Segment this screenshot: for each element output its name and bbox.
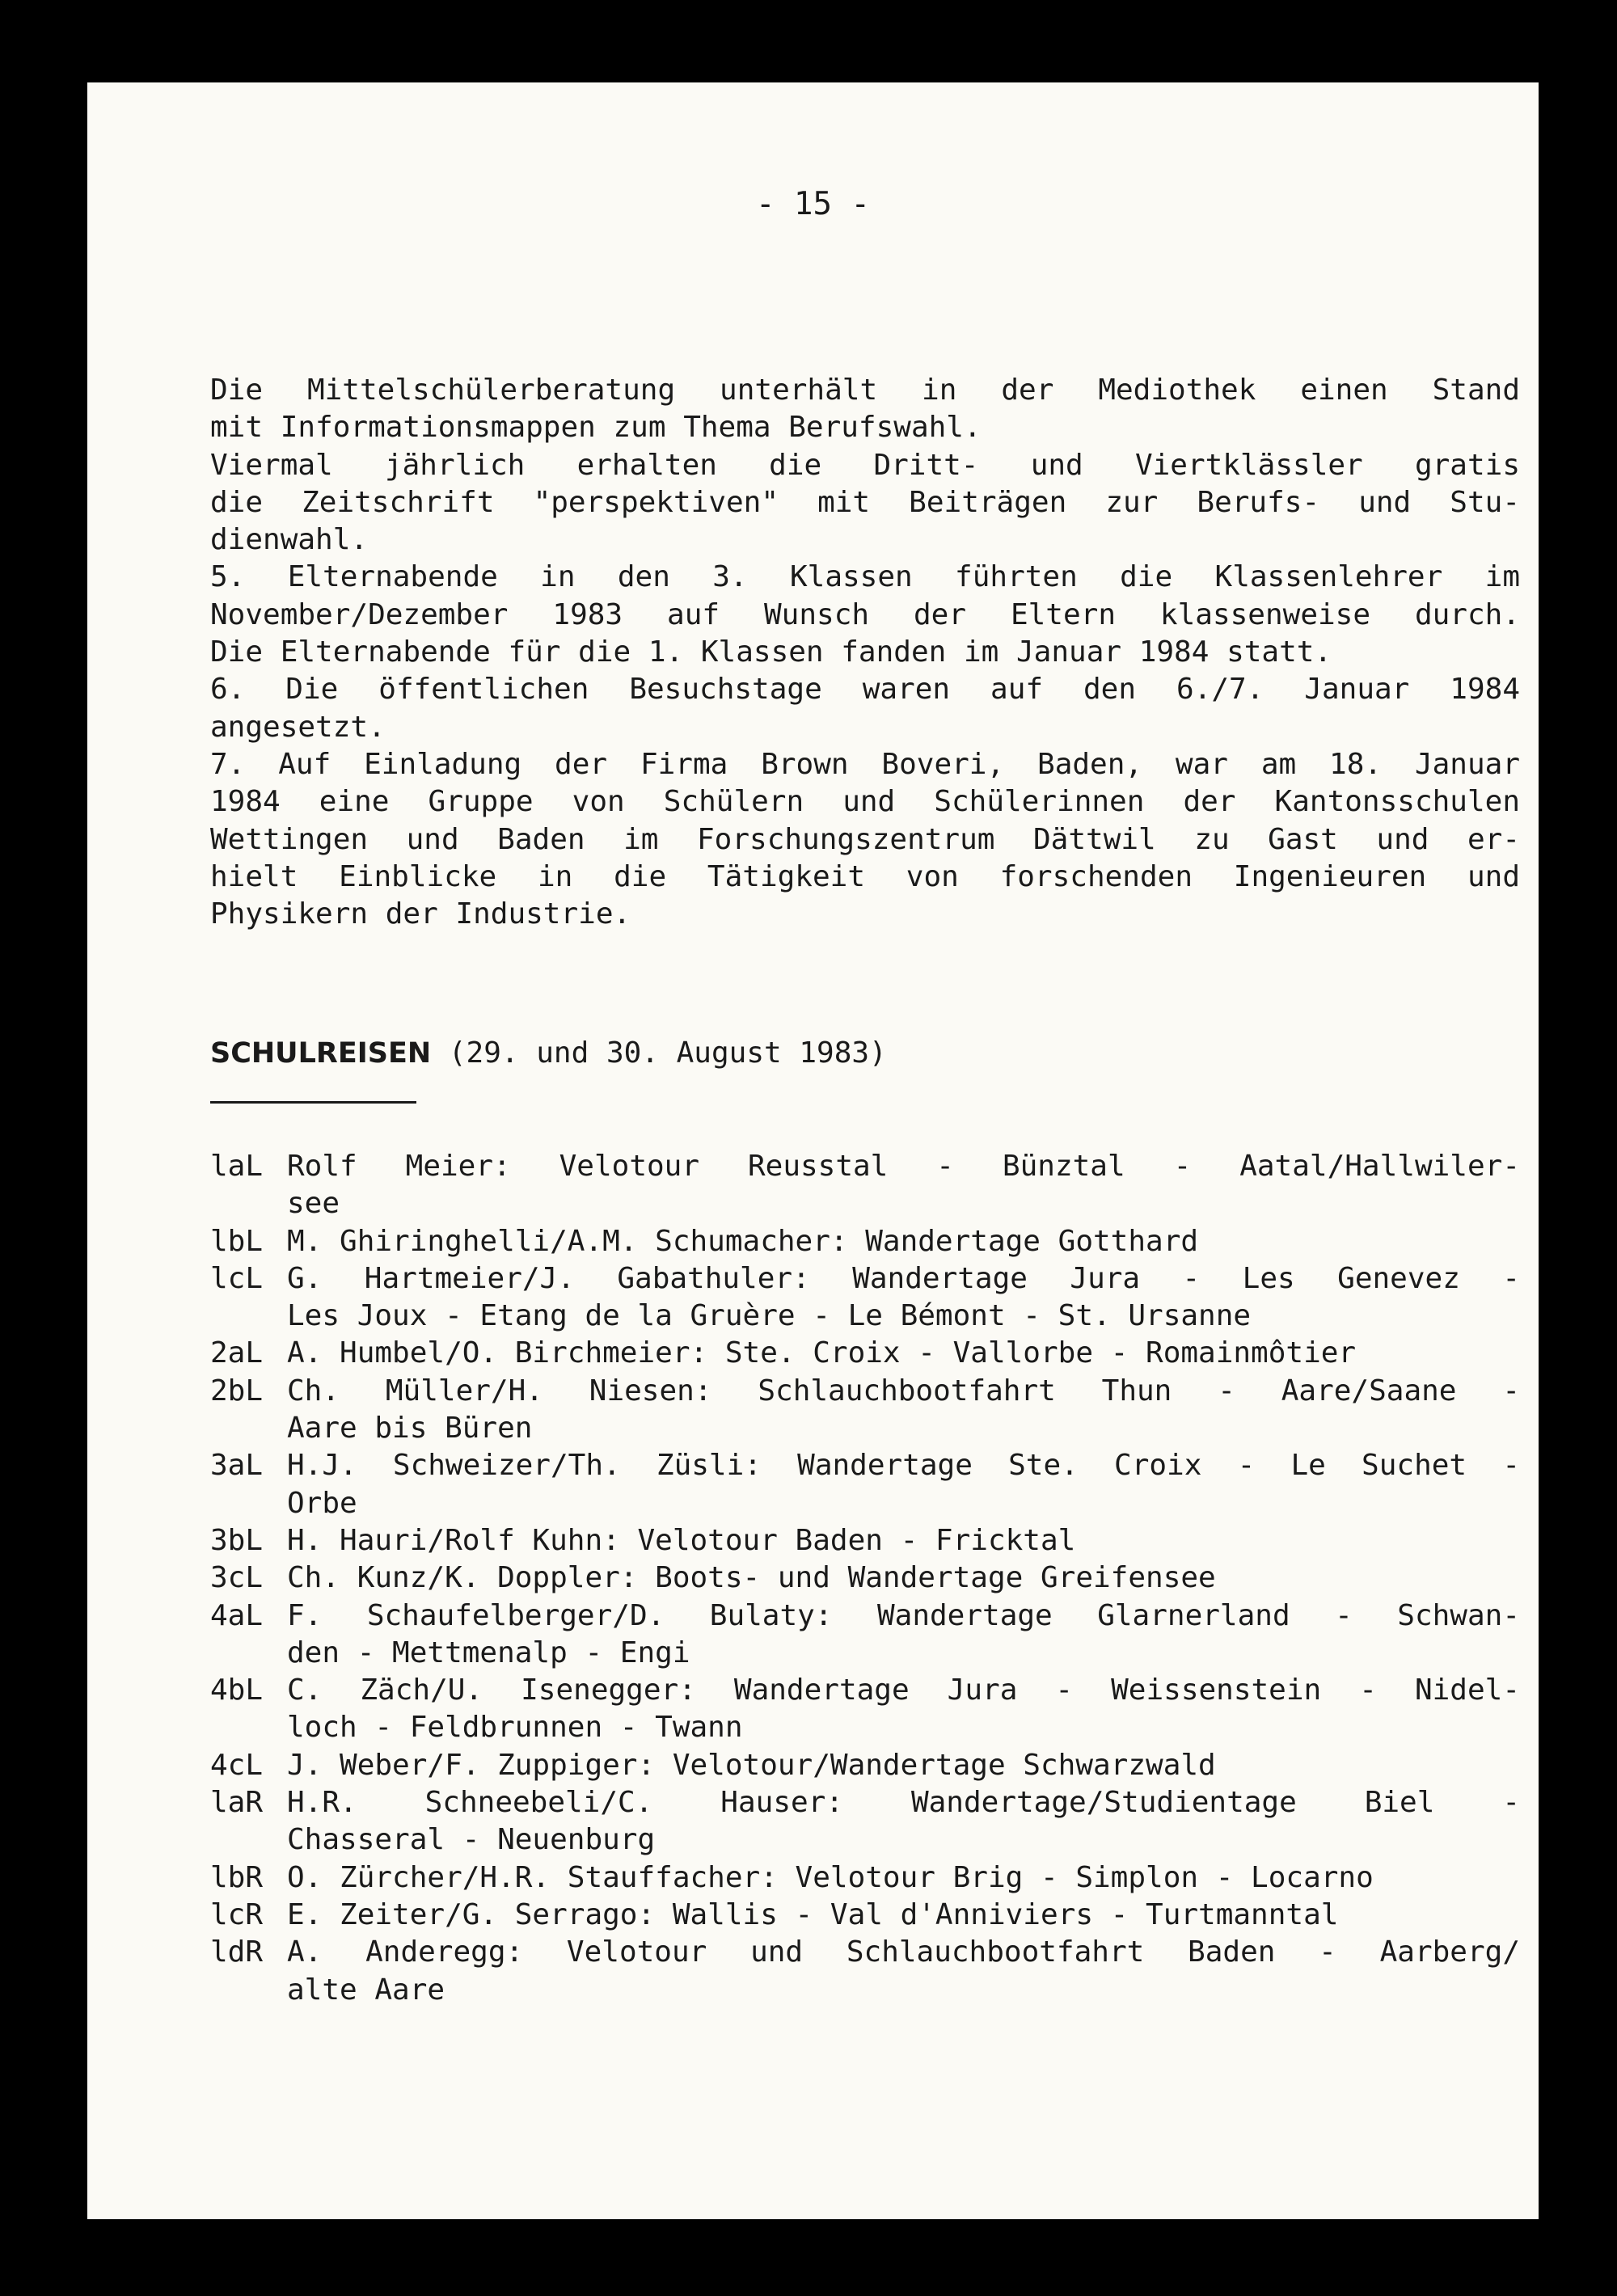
text-line: Die Elternabende für die 1. Klassen fanden im Januar 1984 statt.: [210, 635, 1332, 669]
text-line: angesetzt.: [210, 710, 386, 744]
class-label: 4bL: [210, 1673, 264, 1707]
trip-entry: [210, 1934, 1520, 2009]
trip-entry: [210, 1522, 1520, 1560]
trip-text: Ch. Kunz/K. Doppler: Boots- und Wandertage Greifensee: [287, 1561, 1216, 1595]
text-line: 5. Elternabende in den 3. Klassen führten die Klassenlehrer im: [210, 560, 1520, 594]
text-line: 1984 eine Gruppe von Schülern und Schülerinnen der Kantonsschulen: [210, 785, 1520, 819]
trip-entry: [210, 1560, 1520, 1597]
trip-text: H.R. Schneebeli/C. Hauser: Wandertage/Studientage Biel -: [287, 1786, 1520, 1820]
trip-entry: [210, 1148, 1520, 1223]
intro-paragraph: [210, 372, 1520, 933]
trip-text: H.J. Schweizer/Th. Züsli: Wandertage Ste. Croix - Le Suchet -: [287, 1449, 1520, 1483]
trip-entry: [210, 1897, 1520, 1934]
text-line: Physikern der Industrie.: [210, 897, 631, 931]
text-line: 7. Auf Einladung der Firma Brown Boveri, Baden, war am 18. Januar: [210, 747, 1520, 781]
class-label: ldR: [210, 1935, 264, 1969]
text-line: mit Informationsmappen zum Thema Berufswahl.: [210, 411, 982, 445]
trip-text: M. Ghiringhelli/A.M. Schumacher: Wandertage Gotthard: [287, 1224, 1199, 1258]
trip-text: O. Zürcher/H.R. Stauffacher: Velotour Brig - Simplon - Locarno: [287, 1860, 1374, 1894]
trip-text: Orbe: [287, 1486, 357, 1520]
trip-text: alte Aare: [287, 1973, 445, 2007]
class-label: laL: [210, 1150, 264, 1183]
class-label: lcR: [210, 1897, 264, 1931]
trip-text: Ch. Müller/H. Niesen: Schlauchbootfahrt Thun - Aare/Saane -: [287, 1374, 1520, 1408]
class-label: 4cL: [210, 1748, 264, 1782]
trip-entry: [210, 1447, 1520, 1522]
heading-underline: [210, 1101, 416, 1104]
trip-text: Rolf Meier: Velotour Reusstal - Bünztal - Aatal/Hallwiler-: [287, 1150, 1520, 1183]
trip-entry: [210, 1747, 1520, 1784]
class-label: 2bL: [210, 1374, 264, 1408]
trip-list: [210, 1148, 1520, 2009]
class-label: lbR: [210, 1860, 264, 1894]
text-line: Viermal jährlich erhalten die Dritt- und Viertklässler gratis: [210, 448, 1520, 482]
class-label: lbL: [210, 1224, 264, 1258]
trip-entry: [210, 1373, 1520, 1448]
class-label: 3aL: [210, 1449, 264, 1483]
class-label: laR: [210, 1786, 264, 1820]
class-label: 4aL: [210, 1598, 264, 1632]
text-line: 6. Die öffentlichen Besuchstage waren auf den 6./7. Januar 1984: [210, 673, 1520, 707]
trip-text: A. Anderegg: Velotour und Schlauchbootfahrt Baden - Aarberg/: [287, 1935, 1520, 1969]
trip-text: E. Zeiter/G. Serrago: Wallis - Val d'Anniviers - Turtmanntal: [287, 1897, 1339, 1931]
class-label: lcL: [210, 1261, 264, 1295]
trip-text: Chasseral - Neuenburg: [287, 1823, 656, 1857]
trip-text: G. Hartmeier/J. Gabathuler: Wandertage Jura - Les Genevez -: [287, 1261, 1520, 1295]
document-page: [87, 82, 1539, 2219]
class-label: 3bL: [210, 1523, 264, 1557]
trip-text: J. Weber/F. Zuppiger: Velotour/Wandertage Schwarzwald: [287, 1748, 1216, 1782]
text-line: dienwahl.: [210, 523, 369, 557]
text-line: Die Mittelschülerberatung unterhält in der Mediothek einen Stand: [210, 374, 1520, 407]
page-number: - 15 -: [756, 186, 870, 222]
trip-entry: [210, 1672, 1520, 1747]
section-title: SCHULREISEN: [210, 1037, 432, 1070]
trip-text: H. Hauri/Rolf Kuhn: Velotour Baden - Fricktal: [287, 1523, 1076, 1557]
text-line: November/Dezember 1983 auf Wunsch der Eltern klassenweise durch.: [210, 597, 1520, 631]
class-label: 3cL: [210, 1561, 264, 1595]
trip-text: F. Schaufelberger/D. Bulaty: Wandertage Glarnerland - Schwan-: [287, 1598, 1520, 1632]
trip-entry: [210, 1260, 1520, 1336]
trip-entry: [210, 1335, 1520, 1372]
trip-text: den - Mettmenalp - Engi: [287, 1635, 690, 1669]
trip-entry: [210, 1597, 1520, 1673]
trip-text: Aare bis Büren: [287, 1412, 533, 1446]
trip-text: see: [287, 1187, 340, 1221]
trip-text: Les Joux - Etang de la Gruère - Le Bémont - St. Ursanne: [287, 1299, 1252, 1333]
trip-entry: [210, 1859, 1520, 1897]
section-heading: [210, 1036, 887, 1070]
trip-entry: [210, 1784, 1520, 1859]
text-line: die Zeitschrift "perspektiven" mit Beiträgen zur Berufs- und Stu-: [210, 485, 1520, 519]
trip-entry: [210, 1223, 1520, 1260]
section-subtitle: (29. und 30. August 1983): [431, 1036, 887, 1070]
trip-text: C. Zäch/U. Isenegger: Wandertage Jura - Weissenstein - Nidel-: [287, 1673, 1520, 1707]
text-line: Wettingen und Baden im Forschungszentrum Dättwil zu Gast und er-: [210, 822, 1520, 856]
trip-text: A. Humbel/O. Birchmeier: Ste. Croix - Vallorbe - Romainmôtier: [287, 1336, 1357, 1370]
class-label: 2aL: [210, 1336, 264, 1370]
text-line: hielt Einblicke in die Tätigkeit von forschenden Ingenieuren und: [210, 859, 1520, 893]
trip-text: loch - Feldbrunnen - Twann: [287, 1711, 743, 1745]
